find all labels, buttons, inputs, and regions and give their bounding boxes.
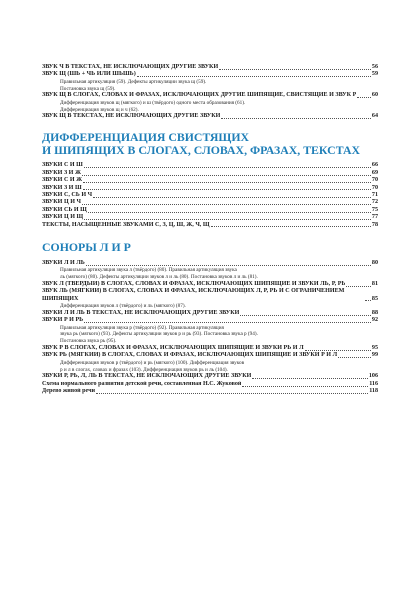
toc-page-number: 80 [371, 259, 378, 266]
toc-entry[interactable] [42, 192, 378, 199]
toc-page-number: 59 [371, 71, 378, 78]
toc-entry-title: ЗВУКИ С И Ж [42, 177, 83, 184]
toc-leader-dots [365, 300, 371, 301]
toc-entry-title: ЗВУК Ч В ТЕКСТАХ, НЕ ИСКЛЮЧАЮЩИХ ДРУГИЕ ЗВУКИ [42, 64, 219, 70]
toc-entry-title: ЗВУКИ С, СЬ И Ч [42, 192, 93, 199]
toc-page-number: 60 [371, 92, 378, 99]
toc-entry-title: ЗВУКИ З И Ж [42, 169, 81, 176]
toc-subentry: Дифференциация звуков щ (мягкого) и ш (твёрдого) одного места образования (61). [60, 99, 246, 106]
toc-entry-title: ЗВУКИ С И Ш [42, 162, 83, 169]
toc-entry-title: Схема нормального развития детской речи, составленная Н.С. Жуковой [42, 380, 242, 387]
section-heading-sonors: СОНОРЫ Л И Р [42, 240, 131, 255]
toc-subentry: р и л в слогах, словах и фразах (103). Дифференциация звуков рь и ль (104). [60, 366, 228, 373]
toc-entry-title: ЗВУК РЬ (МЯГКИЙ) В СЛОГАХ, СЛОВАХ И ФРАЗАХ, ИСКЛЮЧАЮЩИХ ШИПЯЩИЕ И ЗВУКИ Р И Л [42, 352, 338, 359]
toc-leader-dots [137, 76, 371, 77]
toc-leader-dots [84, 322, 371, 323]
toc-page-number: 72 [371, 199, 378, 206]
toc-entry-title: ЗВУКИ СЬ И Щ [42, 206, 87, 213]
toc-page-number: 118 [369, 388, 378, 395]
toc-subentry: звука рь (мягкого) (93). Дефекты артикуляции звуков р и рь (93). Постановка звука р (94). [60, 331, 258, 338]
toc-subentry: Правильная артикуляция (59). Дефекты артикуляции звука щ (59). [60, 78, 207, 85]
toc-entry[interactable] [42, 381, 378, 388]
toc-entry[interactable] [42, 71, 378, 78]
toc-entry-title: ЗВУКИ Р И РЬ [42, 317, 84, 324]
toc-subentry: Правильная артикуляция звука р (твёрдого) (92). Правильная артикуляция [60, 324, 224, 331]
toc-leader-dots [86, 265, 371, 266]
toc-entry[interactable] [42, 185, 378, 192]
toc-entry[interactable] [42, 162, 378, 169]
toc-leader-dots [93, 197, 371, 198]
toc-page-number: 70 [371, 184, 378, 191]
toc-entry[interactable] [42, 281, 378, 288]
toc-entry-title: ЗВУК Щ (ШЬ + ЧЬ ИЛИ ШЬШЬ) [42, 71, 136, 78]
toc-leader-dots [84, 167, 371, 168]
toc-page-number: 69 [371, 169, 378, 176]
section-heading-line-1: ДИФФЕРЕНЦИАЦИЯ СВИСТЯЩИХ [42, 129, 250, 144]
toc-entry-title: ЗВУКИ Л И ЛЬ [42, 259, 85, 266]
toc-page-number: 99 [371, 352, 378, 359]
toc-entry-title: ЗВУК Щ В СЛОГАХ, СЛОВАХ И ФРАЗАХ, ИСКЛЮЧАЮЩИХ ДРУГИЕ ШИПЯЩИЕ, СВИСТЯЩИЕ И ЗВУК Р [42, 92, 357, 99]
toc-subentry: Постановка звука рь (95). [60, 338, 117, 345]
toc-leader-dots [84, 219, 371, 220]
toc-entry[interactable] [42, 345, 378, 352]
toc-subentry: Дифференциация звуков щ и ч (62). [60, 106, 139, 113]
toc-page-number: 81 [371, 280, 378, 287]
toc-entry[interactable] [42, 207, 378, 214]
toc-entry[interactable] [42, 113, 378, 120]
toc-entry[interactable] [42, 388, 378, 395]
toc-entry-title: ЗВУКИ Л И ЛЬ В ТЕКСТАХ, НЕ ИСКЛЮЧАЮЩИХ ДРУГИЕ ЗВУКИ [42, 309, 240, 316]
toc-leader-dots [357, 97, 371, 98]
toc-page-number: 106 [368, 373, 378, 380]
toc-entry-title: ЗВУК ЛЬ (МЯГКИЙ) В СЛОГАХ, СЛОВАХ И ФРАЗАХ, ИСКЛЮЧАЮЩИХ Л, Р, РЬ И С ОГРАНИЧЕНИЕМ ШИПЯЩИХ [42, 288, 345, 302]
toc-leader-dots [240, 315, 371, 316]
toc-leader-dots [221, 118, 370, 119]
toc-leader-dots [242, 386, 368, 387]
toc-entry-title: ЗВУК Л (ТВЁРДЫЙ) В СЛОГАХ, СЛОВАХ И ФРАЗАХ, ИСКЛЮЧАЮЩИХ ШИПЯЩИЕ И ЗВУКИ ЛЬ, Р, РЬ [42, 280, 346, 287]
toc-subentry: ль (мягкого) (80). Дефекты артикуляции звуков л и ль (80). Постановка звуков л и ль (81). [60, 274, 258, 281]
toc-page-number: 64 [371, 113, 378, 120]
toc-entry-title: ТЕКСТЫ, НАСЫЩЕННЫЕ ЗВУКАМИ С, З, Ц, Ш, Ж, Ч, Щ [42, 221, 210, 228]
toc-entry[interactable] [42, 288, 378, 303]
toc-entry[interactable] [42, 177, 378, 184]
toc-leader-dots [82, 175, 371, 176]
toc-leader-dots [211, 226, 371, 227]
toc-page-number: 66 [371, 162, 378, 169]
toc-entry[interactable] [42, 352, 378, 359]
toc-leader-dots [88, 212, 371, 213]
toc-page-number: 92 [371, 317, 378, 324]
toc-subentry: Дифференциация звуков р (твёрдого) и рь (мягкого) (100). Дифференциация звуков [60, 359, 245, 366]
toc-leader-dots [219, 69, 371, 70]
toc-entry-title: Дерево живой речи [42, 388, 96, 395]
toc-page-number: 75 [371, 206, 378, 213]
toc-entry[interactable] [42, 373, 378, 380]
toc-entry[interactable] [42, 199, 378, 206]
toc-entry-title: ЗВУК Р В СЛОГАХ, СЛОВАХ И ФРАЗАХ, ИСКЛЮЧАЮЩИХ ШИПЯЩИЕ И ЗВУКИ РЬ И Л [42, 345, 304, 352]
toc-leader-dots [305, 350, 371, 351]
toc-entry[interactable] [42, 92, 378, 99]
toc-page-number: 70 [371, 177, 378, 184]
toc-leader-dots [83, 182, 371, 183]
toc-entry[interactable] [42, 310, 378, 317]
toc-page-number: 88 [371, 309, 378, 316]
toc-page-number: 95 [371, 345, 378, 352]
toc-leader-dots [82, 204, 371, 205]
toc-page-number: 77 [371, 214, 378, 221]
toc-entry[interactable] [42, 64, 378, 71]
toc-section-sonors [42, 260, 378, 396]
toc-entry-title: ЗВУКИ Ц И Ч [42, 199, 81, 206]
toc-leader-dots [252, 378, 367, 379]
toc-leader-dots [346, 286, 370, 287]
toc-page-number: 85 [371, 295, 378, 302]
toc-entry[interactable] [42, 222, 378, 229]
toc-subentry: Постановка звука щ (59). [60, 85, 116, 92]
toc-subentry: Правильная артикуляция звука л (твёрдого) (80). Правильная артикуляция звука [60, 267, 237, 274]
toc-subentry: Дифференциация звуков л (твёрдого) и ль (мягкого) (87). [60, 303, 186, 310]
toc-leader-dots [96, 393, 368, 394]
section-heading-differentiation [42, 131, 378, 157]
toc-section-sibilants [42, 64, 378, 121]
section-heading-line-2: И ШИПЯЩИХ В СЛОГАХ, СЛОВАХ, ФРАЗАХ, ТЕКСТАХ [42, 142, 361, 157]
toc-entry-title: ЗВУК Щ В ТЕКСТАХ, НЕ ИСКЛЮЧАЮЩИХ ДРУГИЕ ЗВУКИ [42, 113, 221, 120]
toc-section-differentiation [42, 162, 378, 229]
toc-page-number: 116 [369, 380, 378, 387]
toc-page-number: 71 [371, 192, 378, 199]
toc-entry-title: ЗВУКИ Ц И Щ [42, 214, 84, 221]
toc-entry-title: ЗВУКИ Р, РЬ, Л, ЛЬ В ТЕКСТАХ, НЕ ИСКЛЮЧАЮЩИХ ДРУГИЕ ЗВУКИ [42, 373, 252, 380]
toc-leader-dots [338, 357, 371, 358]
toc-entry[interactable] [42, 170, 378, 177]
toc-entry[interactable] [42, 317, 378, 324]
toc-entry[interactable] [42, 214, 378, 221]
toc-entry-title: ЗВУКИ З И Ш [42, 184, 82, 191]
toc-page-number: 78 [371, 221, 378, 228]
toc-leader-dots [83, 189, 371, 190]
toc-page-number: 56 [371, 64, 378, 70]
